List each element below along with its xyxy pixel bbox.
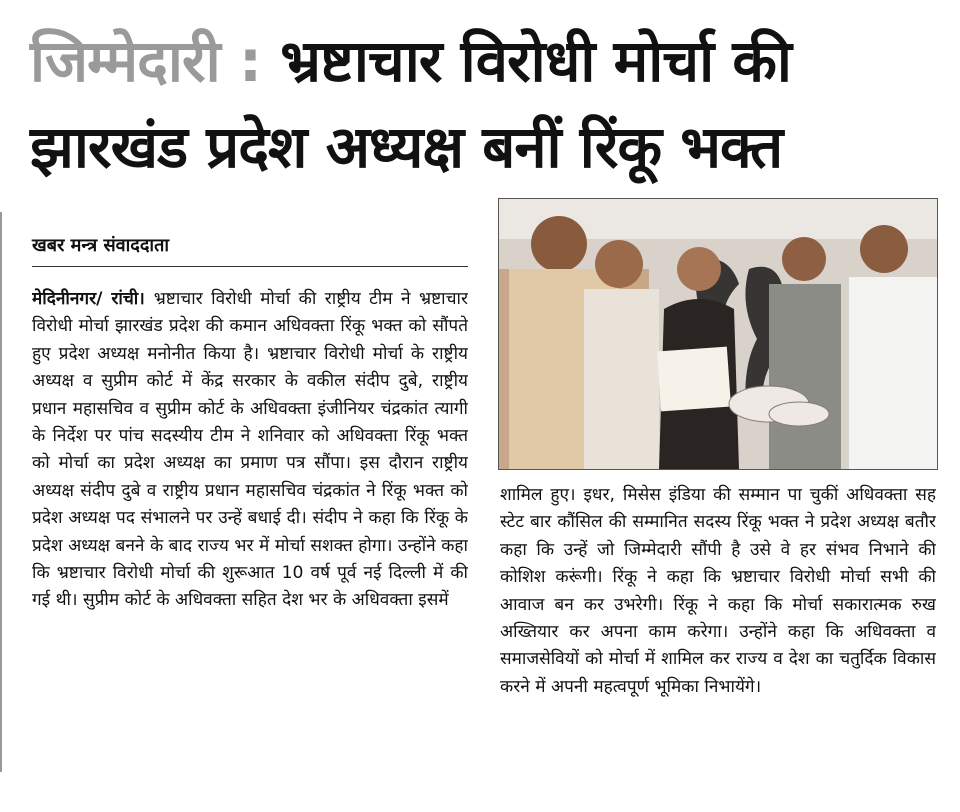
byline: खबर मन्त्र संवाददाता: [32, 232, 468, 267]
dateline: मेदिनीनगर/ रांची।: [32, 289, 154, 309]
page-edge-rule: [0, 212, 2, 772]
news-photo: [498, 198, 938, 470]
article-column-right: शामिल हुए। इधर, मिसेस इंडिया की सम्मान पा चुकीं अधिवक्ता सह स्टेट बार कौंसिल की सम्मानित सदस्य रिंकू भक्त ने प्रदेश अध्यक्ष बतौर कहा कि उन्हें जो जिम्मेदारी सौंपी है उसे वे हर संभव निभाने की कोशिश करूंगी। रिंकू ने कहा कि भ्रष्टाचार विरोधी मोर्चा सभी की आवाज बन कर उभरेगी। रिंकू ने कहा कि मोर्चा सकारात्मक रुख अख्तियार कर अपना काम करेगा। उन्होंने कहा कि अधिवक्ता व समाजसेवियों को मोर्चा में शामिल कर राज्य व देश का चतुर्दिक विकास करने में अपनी महत्वपूर्ण भूमिका निभायेंगे।: [500, 485, 936, 697]
headline-line-2: झारखंड प्रदेश अध्यक्ष बनीं रिंकू भक्त: [30, 113, 783, 181]
headline-kicker: जिम्मेदारी :: [30, 27, 262, 95]
photo-illustration: [499, 199, 937, 469]
headline: [30, 18, 940, 190]
headline-line-1: [30, 18, 940, 104]
article-column-left: [32, 286, 468, 786]
article-text-left: भ्रष्टाचार विरोधी मोर्चा की राष्ट्रीय टीम ने भ्रष्टाचार विरोधी मोर्चा झारखंड प्रदेश की कमान अधिवक्ता रिंकू भक्त को सौंपते हुए प्रदेश अध्यक्ष मनोनीत किया है। भ्रष्टाचार विरोधी मोर्चा के राष्ट्रीय अध्यक्ष व सुप्रीम कोर्ट में केंद्र सरकार के वकील संदीप दुबे, राष्ट्रीय प्रधान महासचिव व सुप्रीम कोर्ट के अधिवक्ता इंजीनियर चंद्रकांत त्यागी के निर्देश पर पांच सदस्यीय टीम ने शनिवार को अधिवक्ता रिंकू भक्त को मोर्चा का प्रदेश अध्यक्ष का प्रमाण पत्र सौंपा। इस दौरान राष्ट्रीय अध्यक्ष संदीप दुबे व राष्ट्रीय प्रधान महासचिव चंद्रकांत ने रिंकू भक्त को प्रदेश अध्यक्ष पद संभालने पर उन्हें बधाई दी। संदीप ने कहा कि रिंकू के प्रदेश अध्यक्ष बनने के बाद राज्य भर में मोर्चा सशक्त होगा। उन्होंने कहा कि भ्रष्टाचार विरोधी मोर्चा की शुरूआत 10 वर्ष पूर्व नई दिल्ली में की गई थी। सुप्रीम कोर्ट के अधिवक्ता सहित देश भर के अधिवक्ता इसमें: [32, 289, 468, 611]
headline-line-1-text: भ्रष्टाचार विरोधी मोर्चा की: [280, 27, 791, 95]
